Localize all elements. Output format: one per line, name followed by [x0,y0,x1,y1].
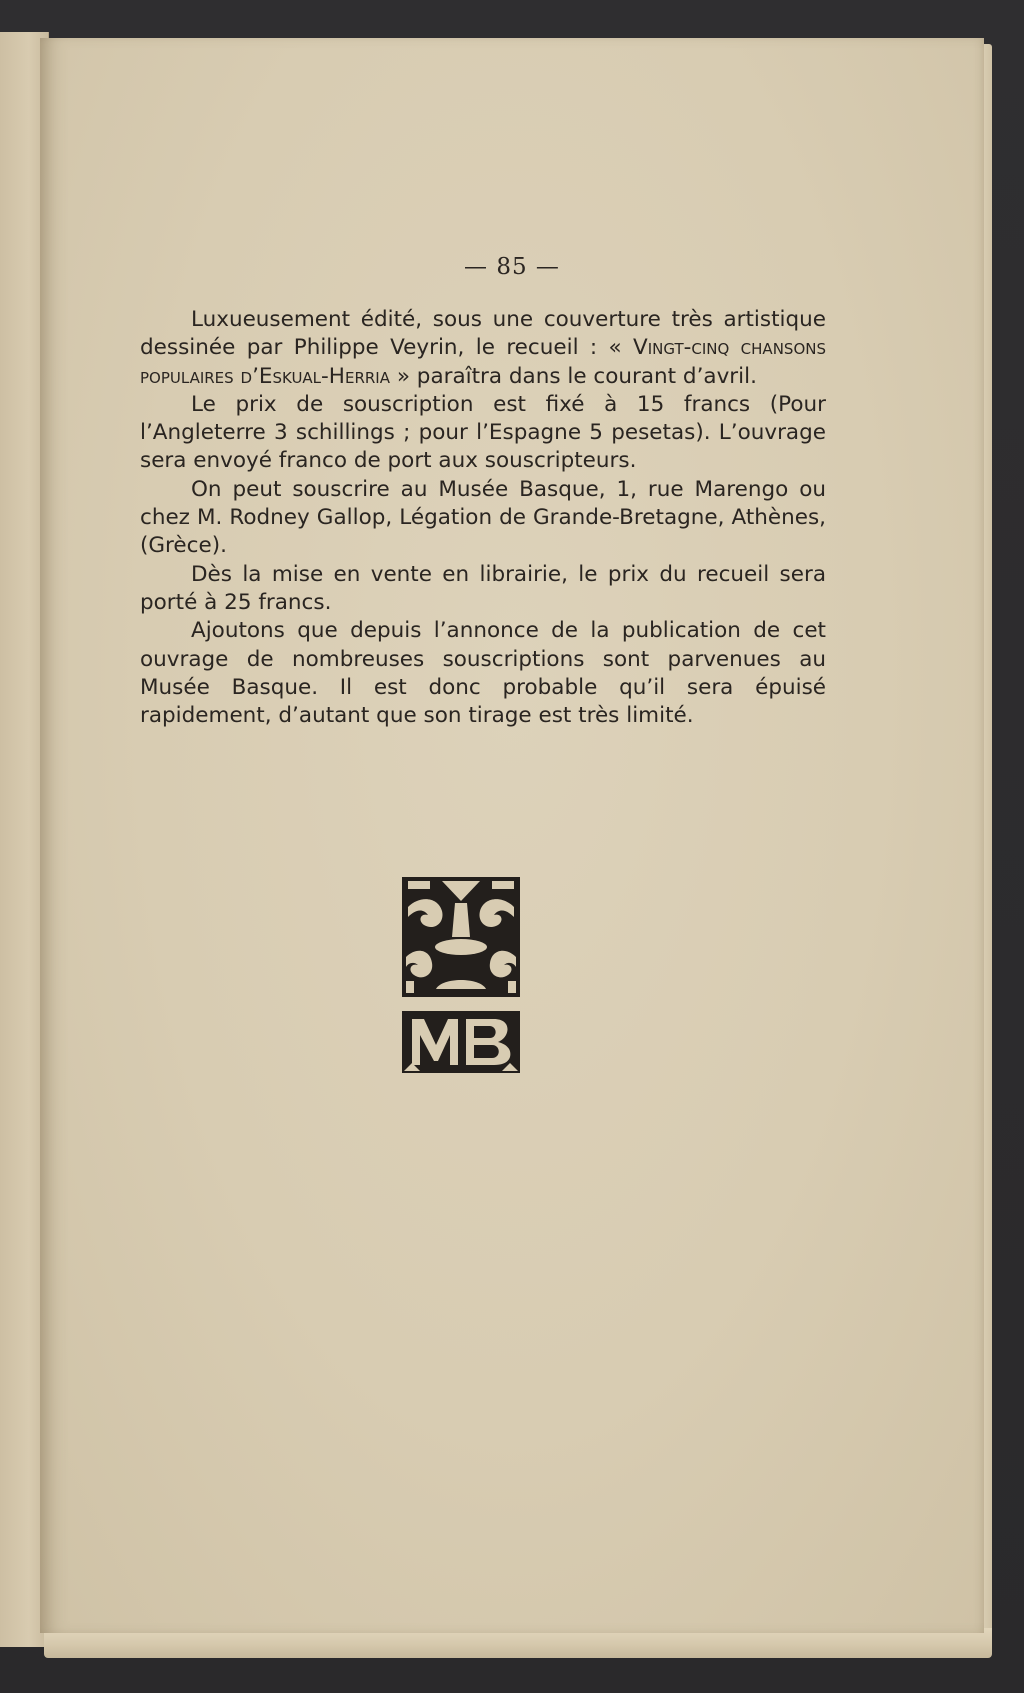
announcement-text [140,306,826,730]
paragraph-1-intro: Luxueusement édité, sous une couverture très artistique dessinée par Philippe Veyrin, le recueil : « [140,307,826,361]
book-page [40,38,984,1633]
paragraph-3: On peut souscrire au Musée Basque, 1, rue Marengo ou chez M. Rodney Gallop, Légation de Grande-Bretagne, Athènes, (Grèce). [140,476,826,559]
collection-title: Vingt-cinq chansons populaires d’Eskual-Herria [140,335,826,389]
paragraph-1 [140,306,826,391]
paragraph-4: Dès la mise en vente en librairie, le prix du recueil sera porté à 25 francs. [140,561,826,615]
page-number: — 85 — [464,254,560,280]
paragraph-5: Ajoutons que depuis l’annonce de la publication de cet ouvrage de nombreuses souscriptions sont parvenues au Musée Basque. Il est donc probable qu’il sera épuisé rapidement, d’autant que son tirage est très limité. [140,618,826,729]
paragraph-2: Le prix de souscription est fixé à 15 francs (Pour l’Angleterre 3 schillings ; pour l’Espagne 5 pesetas). L’ouvrage sera envoyé franco de port aux souscripteurs. [140,391,826,474]
musee-basque-emblem-icon [402,877,520,1073]
paragraph-1-end: » paraîtra dans le courant d’avril. [389,363,757,389]
